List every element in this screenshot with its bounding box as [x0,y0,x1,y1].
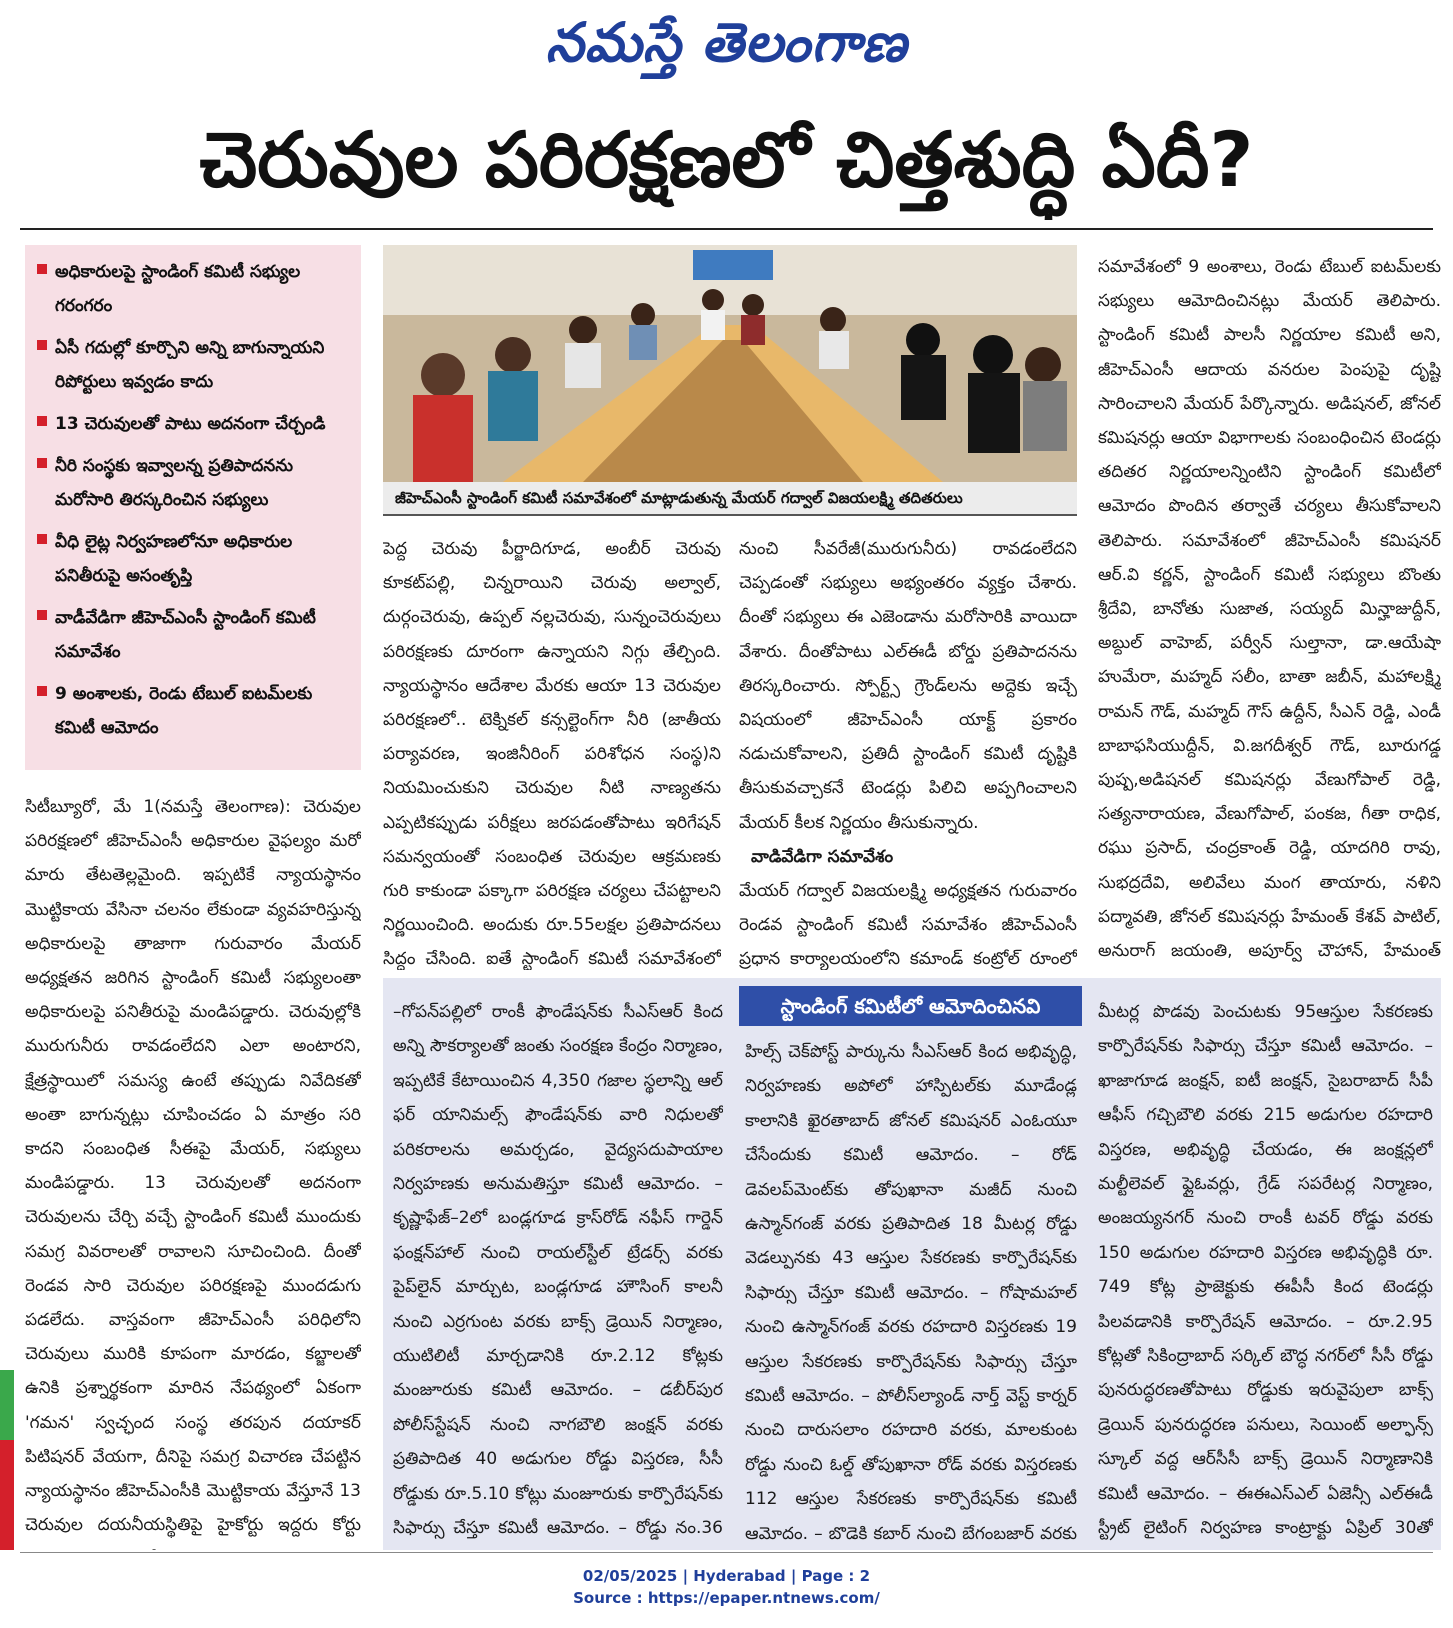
highlight-item: 9 అంశాలకు, రెండు టేబుల్ ఐటమ్‌లకు కమిటీ ఆమోదం [37,677,351,745]
approvals-column-3: మీటర్ల పొడవు పెంచుటకు 95ఆస్తుల సేకరణకు కార్పొరేషన్‌కు సిఫార్సు చేస్తూ కమిటీ ఆమోదం. – ఖాజాగూడ జంక్షన్, ఐటీ జంక్షన్, సైబరాబాద్ సీపీ ఆఫీస్ గచ్చిబౌలి వరకు 215 అడుగుల రహదారి విస్తరణ, అభివృద్ధి చేయడం, ఈ జంక్షన్లలో మల్టీలెవల్ ఫ్లైఓవర్లు, గ్రేడ్ సపరేటర్ల నిర్మాణం, అంజయ్యనగర్ నుంచి రాంకీ టవర్ రోడ్డు వరకు 150 అడుగుల రహదారి విస్తరణ అభివృద్ధికి రూ. 749 కోట్ల ప్రాజెక్టుకు ఈపీసీ కింద టెండర్లు పిలవడానికి కార్పొరేషన్ ఆమోదం. – రూ.2.95 కోట్లతో సికింద్రాబాద్ సర్కిల్ బౌద్ధ నగర్‌లో సీసీ రోడ్డు పునరుద్ధరణతోపాటు రోడ్డుకు ఇరువైపులా బాక్స్ డ్రెయిన్ పునరుద్ధరణ పనులు, సెయింట్ అల్ఫాన్స్ స్కూల్ వద్ద ఆర్‌సీసీ బాక్స్ డ్రెయిన్ నిర్మాణానికి కమిటీ ఆమోదం. – ఈఈఎస్ఎల్ ఏజెన్సీ ఎల్ఈడీ స్ట్రీట్ లైటింగ్ నిర్వహణ కాంట్రాక్టు ఏప్రిల్ 30తో [1098,1002,1433,1539]
article-text: నుంచి సీవరేజీ(మురుగునీరు) రావడంలేదని చెప్పడంతో సభ్యులు అభ్యంతరం వ్యక్తం చేశారు. దీంతో సభ్యులు ఈ ఎజెండాను మరోసారికి వాయిదా వేశారు. దీంతోపాటు ఎల్ఈడీ బోర్డు ప్రతిపాదనను తిరస్కరించారు. స్పోర్ట్స్ గ్రౌండ్‌లను అద్దెకు ఇచ్చే విషయంలో జీహెచ్ఎంసీ యాక్ట్ ప్రకారం నడుచుకోవాలని, ప్రతిదీ స్టాండింగ్ కమిటీ దృష్టికి తీసుకువచ్చాకనే టెండర్లు పిలిచి అప్పగించాలని మేయర్ కీలక నిర్ణయం తీసుకున్నారు. [739,539,1077,833]
highlight-item: నీరి సంస్థకు ఇవ్వాలన్న ప్రతిపాదనను మరోసారి తిరస్కరించిన సభ్యులు [37,449,351,517]
article-column-4: సమావేశంలో 9 అంశాలు, రెండు టేబుల్ ఐటమ్‌లకు సభ్యులు ఆమోదించినట్లు మేయర్ తెలిపారు. స్టాండింగ్ కమిటీ పాలసీ నిర్ణయాల కమిటీ అని, జీహెచ్ఎంసీ ఆదాయ వనరుల పెంపుపై దృష్టి సారించాలని మేయర్ పేర్కొన్నారు. అడిషనల్, జోనల్ కమిషనర్లు ఆయా విభాగాలకు సంబంధించిన టెండర్లు తదితర నిర్ణయాలన్నింటిని స్టాండింగ్ కమిటీలో ఆమోదం పొందిన తర్వాతే చర్యలు తీసుకోవాలని తెలిపారు. సమావేశంలో జీహెచ్ఎంసీ కమిషనర్ ఆర్.వి కర్ణన్, స్టాండింగ్ కమిటీ సభ్యులు బొంతు శ్రీదేవి, బానోతు సుజాత, సయ్యద్ మిన్హాజుద్దీన్, అబ్దుల్ వాహెబ్, పర్వీన్ సుల్తానా, డా.ఆయేషా హుమేరా, మహ్మద్ సలీం, బాతా జబీన్, మహాలక్ష్మి రామన్ గౌడ్, మహ్మద్ గౌస్ ఉద్దీన్, సీఎన్ రెడ్డి, ఎండీ బాబాఫసియుద్దీన్, వి.జగదీశ్వర్ గౌడ్, బూరుగడ్డ పుష్ప,అడిషనల్ కమిషనర్లు వేణుగోపాల్ రెడ్డి, సత్యనారాయణ, వేణుగోపాల్, పంకజ, గీతా రాధిక, రఘు ప్రసాద్, చంద్రకాంత్ రెడ్డి, యాదగిరి రావు, సుభద్రదేవి, అలివేలు మంగ తాయారు, నళిని పద్మావతి, జోనల్ కమిషనర్లు హేమంత్ కేశవ్ పాటిల్, అనురాగ్ జయంతి, అపూర్వ్ చౌహాన్, హేమంత్ [1098,257,1441,962]
bullet-icon [37,458,47,468]
meeting-photo [383,245,1077,482]
edge-color-strip [0,1440,14,1550]
footer-date-line: 02/05/2025 | Hyderabad | Page : 2 [582,1567,871,1585]
headline-rule [20,228,1433,230]
masthead-logo: నమస్తే తెలంగాణ [545,11,908,74]
footer-source-link[interactable]: Source : https://epaper.ntnews.com/ [573,1589,880,1607]
bullet-icon [37,534,47,544]
footer-rule [20,1552,1433,1553]
photo-caption: జీహెచ్ఎంసీ స్టాండింగ్ కమిటీ సమావేశంలో మాట్లాడుతున్న మేయర్ గద్వాల్ విజయలక్ష్మి తదితరులు [383,482,1077,516]
article-text: మేయర్ గద్వాల్ విజయలక్ష్మి అధ్యక్షతన గురువారం రెండవ స్టాండింగ్ కమిటీ సమావేశం జీహెచ్ఎంసీ ప్రధాన కార్యాలయంలోని కమాండ్ కంట్రోల్ రూంలో [739,881,1077,970]
approvals-column-2: హిల్స్ చెక్‌పోస్ట్ పార్కును సీఎస్ఆర్ కింద అభివృద్ధి, నిర్వహణకు అపోలో హాస్పిటల్‌కు మూడేండ్ల కాలానికి ఖైరతాబాద్ జోనల్ కమిషనర్ ఎంఓయూ చేసేందుకు కమిటీ ఆమోదం. – రోడ్ డెవలప్‌మెంట్‌కు తోపుఖానా మజీద్ నుంచి ఉస్మాన్‌గంజ్ వరకు ప్రతిపాదిత 18 మీటర్ల రోడ్డు వెడల్పునకు 43 ఆస్తుల సేకరణకు కార్పొరేషన్‌కు సిఫార్సు చేస్తూ కమిటీ ఆమోదం. – గోషామహల్ నుంచి ఉస్మాన్‌గంజ్ వరకు రహదారి విస్తరణకు 19 ఆస్తుల సేకరణకు కార్పొరేషన్‌కు సిఫార్సు చేస్తూ కమిటీ ఆమోదం. – పోలీస్‌ల్యాండ్ నార్త్ వెస్ట్ కార్నర్ నుంచి దారుసలాం రహదారి వరకు, మాలకుంట రోడ్డు నుంచి ఓల్డ్ తోపుఖానా రోడ్ వరకు విస్తరణకు 112 ఆస్తుల సేకరణకు కార్పొరేషన్‌కు కమిటీ ఆమోదం. – బొడెకి కబార్ నుంచి బేగంబజార్ వరకు [745,1042,1077,1544]
bullet-icon [37,610,47,620]
approvals-column-1: –గోపన్‌పల్లిలో రాంకీ ఫౌండేషన్‌కు సీఎస్ఆర్ కింద అన్ని సౌకర్యాలతో జంతు సంరక్షణ కేంద్రం నిర్మాణం, ఇప్పటికే కేటాయించిన 4,350 గజాల స్థలాన్ని ఆల్ ఫర్ యానిమల్స్ ఫౌండేషన్‌కు వారి నిధులతో పరికరాలను అమర్చడం, వైద్యసదుపాయాల నిర్వహణకు అనుమతిస్తూ కమిటీ ఆమోదం. – కృష్ణాఫేజ్–2లో బండ్లగూడ క్రాస్‌రోడ్ నఫీస్ గార్డెన్ ఫంక్షన్‌హాల్ నుంచి రాయల్‌స్టీల్ ట్రేడర్స్ వరకు పైప్‌లైన్ మార్చుట, బండ్లగూడ హౌసింగ్ కాలనీ నుంచి ఎర్రగుంట వరకు బాక్స్ డ్రెయిన్ నిర్మాణం, యుటిలిటీ మార్చడానికి రూ.2.12 కోట్లకు మంజూరుకు కమిటీ ఆమోదం. – డబీర్‌పుర పోలీస్‌స్టేషన్ నుంచి నాగబౌలి జంక్షన్ వరకు ప్రతిపాదిత 40 అడుగుల రోడ్డు విస్తరణ, సీసీ రోడ్డుకు రూ.5.10 కోట్లు మంజూరుకు కార్పొరేషన్‌కు సిఫార్సు చేస్తూ కమిటీ ఆమోదం. – రోడ్డు నం.36 [393,1002,723,1539]
article-column-1: సిటీబ్యూరో, మే 1(నమస్తే తెలంగాణ): చెరువుల పరిరక్షణలో జీహెచ్ఎంసీ అధికారుల వైఫల్యం మరో మారు తేటతెల్లమైంది. ఇప్పటికే న్యాయస్థానం మొట్టికాయ వేసినా చలనం లేకుండా వ్యవహరిస్తున్న అధికారులపై తాజాగా గురువారం మేయర్ అధ్యక్షతన జరిగిన స్టాండింగ్ కమిటీ సభ్యులంతా అధికారులపై పనితీరుపై మండిపడ్డారు. చెరువుల్లోకి మురుగునీరు రావడంలేదని ఎలా అంటారని, క్షేత్రస్థాయిలో సమస్య ఉంటే తప్పుడు నివేదికతో అంతా బాగున్నట్లు చూపించడం ఏ మాత్రం సరి కాదని సంబంధిత సీఈపై మేయర్, సభ్యులు మండిపడ్డారు. 13 చెరువులతో అదనంగా చెరువులను చేర్చి వచ్చే స్టాండింగ్ కమిటీ ముందుకు సమగ్ర వివరాలతో రావాలని సూచించింది. దీంతో రెండవ సారి చెరువుల పరిరక్షణపై ముందడుగు పడలేదు. వాస్తవంగా జీహెచ్ఎంసీ పరిధిలోని చెరువులు మురికి కూపంగా మారడం, కబ్జాలతో ఉనికి ప్రశ్నార్థకంగా మారిన నేపథ్యంలో ఏకంగా 'గమన' స్వచ్ఛంద సంస్థ తరపున దయాకర్ పిటిషనర్ వేయగా, దీనిపై సమగ్ర విచారణ చేపట్టిన న్యాయస్థానం జీహెచ్ఎంసీకి మొట్టికాయ వేస్తూనే 13 చెరువుల దయనీయస్థితిపై హైకోర్టు ఇద్దరు కోర్టు [25,797,361,1536]
highlight-item: 13 చెరువులతో పాటు అదనంగా చేర్చండి [37,407,351,441]
article-column-3 [739,532,1077,970]
article-column-2: పెద్ద చెరువు పీర్జాదిగూడ, అంబీర్ చెరువు కూకట్‌పల్లి, చిన్నరాయిని చెరువు అల్వాల్, దుర్గంచెరువు, ఉప్పల్ నల్లచెరువు, సున్నంచెరువులు పరిరక్షణకు దూరంగా ఉన్నాయని నిగ్గు తేల్చింది. న్యాయస్థానం ఆదేశాల మేరకు ఆయా 13 చెరువుల పరిరక్షణలో.. టెక్నికల్ కన్సల్టెంగ్‌గా నీరి (జాతీయ పర్యావరణ, ఇంజినీరింగ్ పరిశోధన సంస్థ)ని నియమించుకుని చెరువుల నీటి నాణ్యతను ఎప్పటికప్పుడు పరీక్షలు జరపడంతోపాటు ఇరిగేషన్ సమన్వయంతో సంబంధిత చెరువుల ఆక్రమణకు గురి కాకుండా పక్కాగా పరిరక్షణ చర్యలు చేపట్టాలని నిర్ణయించింది. అందుకు రూ.55లక్షల ప్రతిపాదనలు సిద్ధం చేసింది. ఐతే స్టాండింగ్ కమిటీ సమావేశంలో [383,539,721,970]
bullet-icon [37,416,47,426]
bullet-icon [37,264,47,274]
highlight-item: వాడీవేడిగా జీహెచ్ఎంసీ స్టాండింగ్ కమిటీ సమావేశం [37,601,351,669]
approvals-title: స్టాండింగ్ కమిటీలో ఆమోదించినవి [739,986,1082,1026]
subheading: వాడివేడిగా సమావేశం [751,846,894,867]
footer [0,1565,1453,1609]
highlight-item: అధికారులపై స్టాండింగ్ కమిటీ సభ్యుల గరంగరం [37,255,351,323]
highlight-item: వీధి లైట్ల నిర్వహణలోనూ అధికారుల పనితీరుపై అసంతృప్తి [37,525,351,593]
bullet-icon [37,340,47,350]
headline: చెరువుల పరిరక్షణలో చిత్తశుద్ధి ఏదీ? [199,115,1254,204]
bullet-icon [37,686,47,696]
edge-color-strip [0,1370,14,1440]
highlights-box [25,245,361,770]
highlight-item: ఏసీ గదుల్లో కూర్చొని అన్ని బాగున్నాయని రిపోర్టులు ఇవ్వడం కాదు [37,331,351,399]
